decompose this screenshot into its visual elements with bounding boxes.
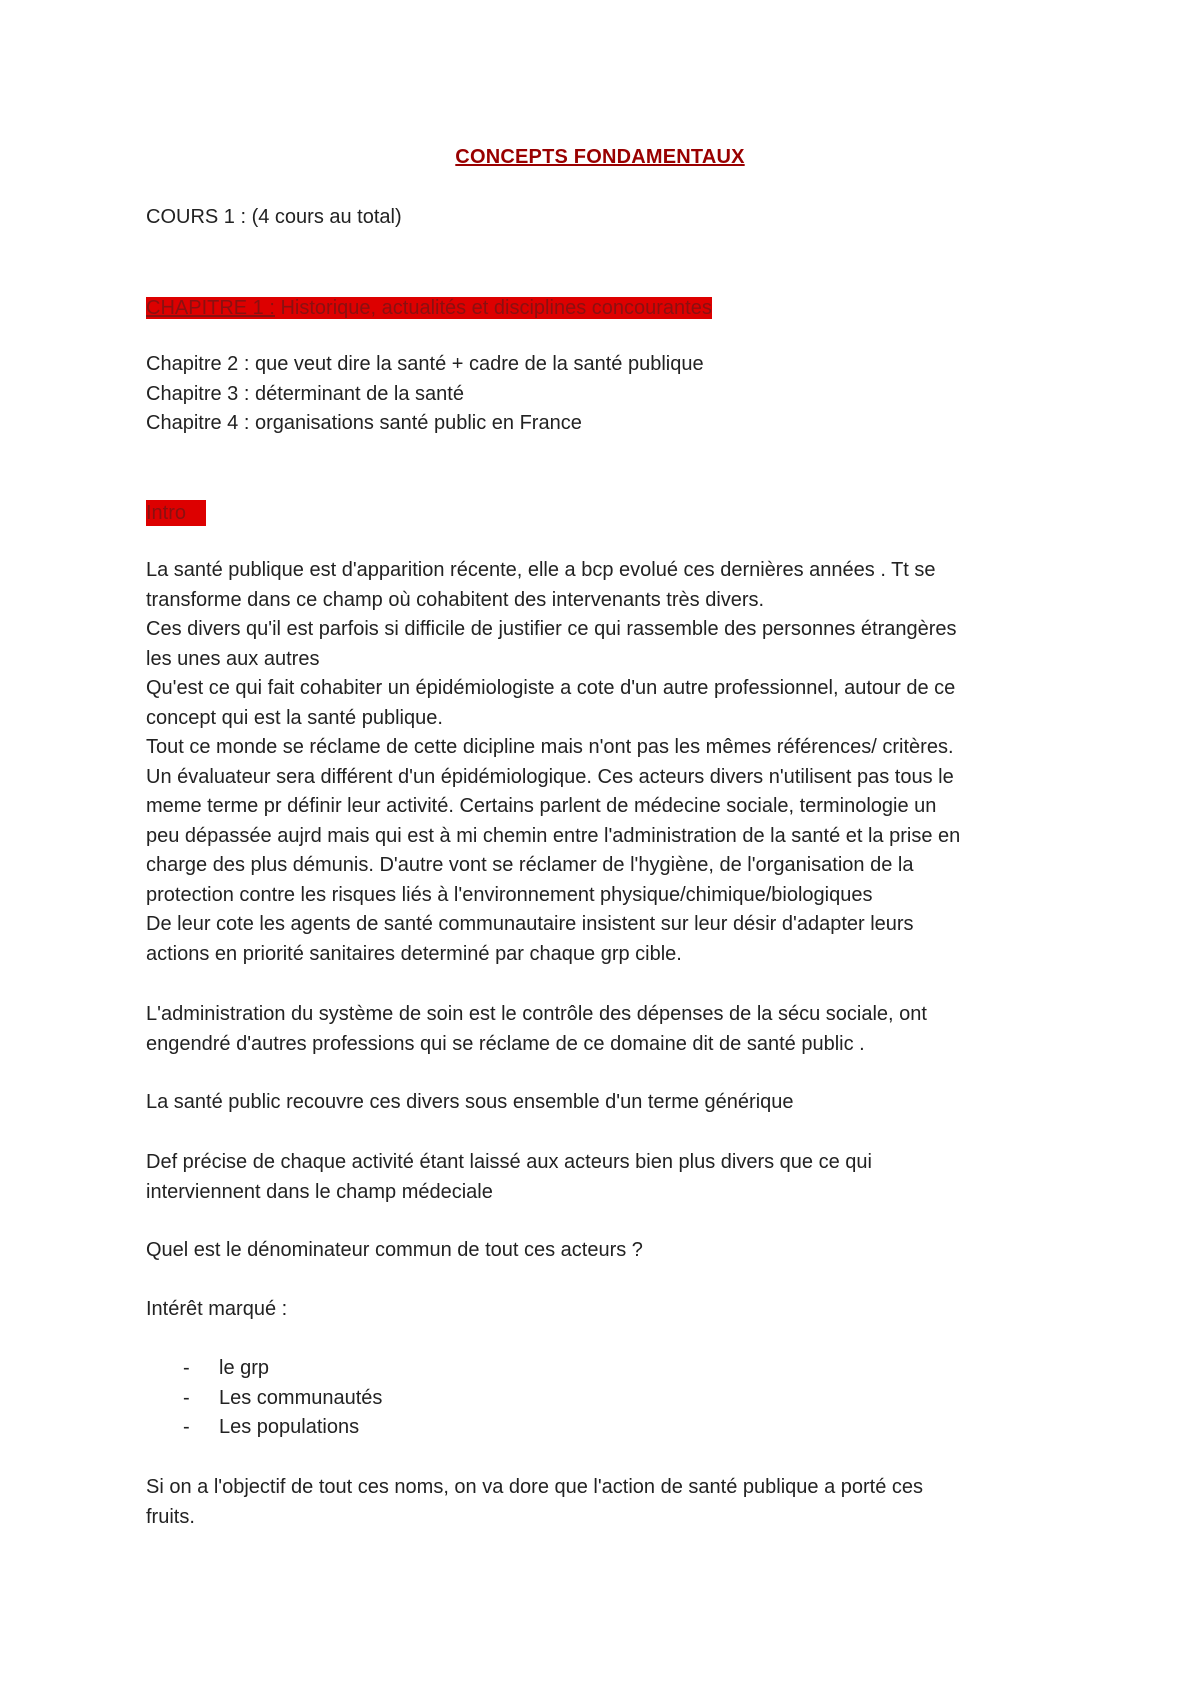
paragraph-line: les unes aux autres — [146, 647, 320, 670]
paragraph-line: peu dépassée aujrd mais qui est à mi chemin entre l'administration de la santé et la prise en — [146, 824, 961, 847]
chapter-2-line: Chapitre 2 : que veut dire la santé + cadre de la santé publique — [146, 353, 704, 375]
intro-heading: Intro — [146, 500, 206, 526]
chapter-4-line: Chapitre 4 : organisations santé public en France — [146, 412, 582, 434]
bullet-text: Les populations — [219, 1416, 360, 1438]
paragraph-line: concept qui est la santé publique. — [146, 706, 443, 729]
bullet-item — [183, 1354, 269, 1384]
paragraph-line: Un évaluateur sera différent d'un épidémiologique. Ces acteurs divers n'utilisent pas tous le — [146, 765, 954, 788]
chapter-1-heading — [146, 294, 1076, 324]
paragraph-line: transforme dans ce champ où cohabitent des intervenants très divers. — [146, 588, 765, 611]
intro-paragraph — [146, 556, 1076, 969]
chapter-1-label: CHAPITRE 1 : — [146, 297, 275, 319]
course-line: COURS 1 : (4 cours au total) — [146, 206, 402, 228]
paragraph-line: meme terme pr définir leur activité. Certains parlent de médecine sociale, terminologie un — [146, 795, 937, 817]
bullet-item — [183, 1384, 382, 1414]
chapter-1-text: Historique, actualités et disciplines concourantes — [280, 297, 712, 319]
paragraph-line: La santé publique est d'apparition récente, elle a bcp evolué ces dernières années . Tt se — [146, 559, 936, 581]
paragraph-line: Def précise de chaque activité étant laissé aux acteurs bien plus divers que ce qui — [146, 1151, 872, 1173]
question-line: Quel est le dénominateur commun de tout ces acteurs ? — [146, 1239, 643, 1261]
paragraph-line: engendré d'autres professions qui se réclame de ce domaine dit de santé public . — [146, 1032, 865, 1055]
bullet-item — [183, 1413, 359, 1443]
paragraph-line: fruits. — [146, 1505, 195, 1528]
chapter-3-line: Chapitre 3 : déterminant de la santé — [146, 383, 464, 405]
bullet-text: le grp — [219, 1357, 270, 1379]
bullet-text: Les communautés — [219, 1387, 383, 1409]
chapter-1-highlight — [146, 297, 712, 319]
paragraph-line: Tout ce monde se réclame de cette dicipline mais n'ont pas les mêmes références/ critères. — [146, 736, 954, 758]
paragraph-line: Ces divers qu'il est parfois si difficile de justifier ce qui rassemble des personnes étrangères — [146, 618, 957, 640]
paragraph-line: L'administration du système de soin est le contrôle des dépenses de la sécu sociale, ont — [146, 1003, 927, 1025]
paragraph-line: actions en priorité sanitaires determiné par chaque grp cible. — [146, 942, 682, 965]
document-title: CONCEPTS FONDAMENTAUX — [455, 146, 745, 168]
paragraph-line: charge des plus démunis. D'autre vont se réclamer de l'hygiène, de l'organisation de la — [146, 854, 914, 876]
paragraph-line: De leur cote les agents de santé communautaire insistent sur leur désir d'adapter leurs — [146, 913, 914, 935]
bullet-marker: - — [183, 1416, 190, 1438]
paragraph-line: interviennent dans le champ médeciale — [146, 1180, 493, 1203]
paragraph-line: Si on a l'objectif de tout ces noms, on va dore que l'action de santé publique a porté ces — [146, 1476, 924, 1498]
bullet-marker: - — [183, 1387, 190, 1409]
paragraph-line: Qu'est ce qui fait cohabiter un épidémiologiste a cote d'un autre professionnel, autour de ce — [146, 677, 956, 699]
admin-paragraph — [146, 1000, 1076, 1059]
public-line: La santé public recouvre ces divers sous ensemble d'un terme générique — [146, 1091, 794, 1113]
bullet-marker: - — [183, 1357, 190, 1379]
conclusion-paragraph — [146, 1473, 1076, 1532]
definition-paragraph — [146, 1148, 1076, 1207]
interest-line: Intérêt marqué : — [146, 1298, 288, 1320]
paragraph-line: protection contre les risques liés à l'environnement physique/chimique/biologiques — [146, 883, 873, 906]
